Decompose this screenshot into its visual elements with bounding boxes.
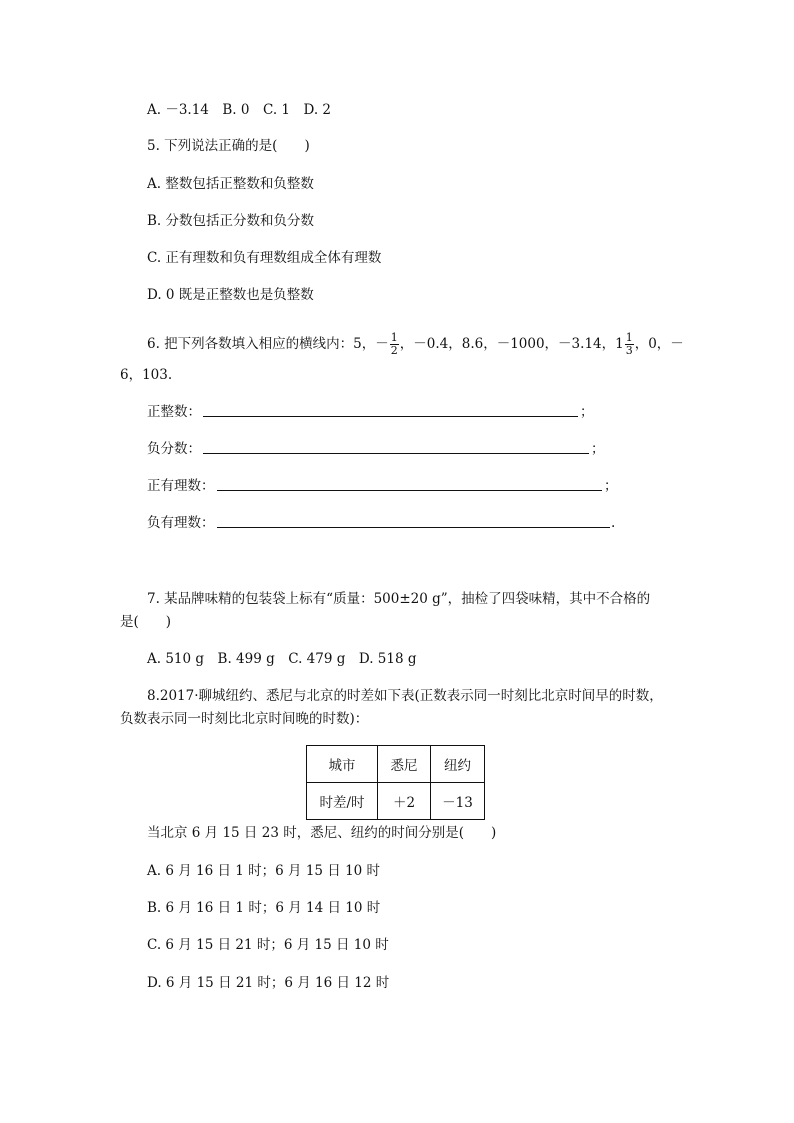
table-cell: 时差/时 — [307, 783, 378, 820]
q4-options: A. －3.14 B. 0 C. 1 D. 2 — [147, 102, 332, 118]
q7-stem-line2: 是( ) — [120, 614, 172, 630]
answer-line-positive-rationals[interactable] — [217, 490, 602, 491]
q8-stem-line2: 负数表示同一时刻比北京时间晚的时数)： — [120, 711, 369, 727]
semicolon-2: ； — [591, 441, 605, 457]
q8-option-a: A. 6 月 16 日 1 时；6 月 15 日 10 时 — [147, 863, 381, 879]
q6-stem-line2: 6，103. — [120, 367, 173, 383]
label-positive-rationals: 正有理数： — [147, 478, 215, 494]
q5-option-b: B. 分数包括正分数和负分数 — [147, 213, 315, 229]
semicolon-1: ； — [580, 404, 594, 420]
frac2-numerator: 1 — [625, 331, 633, 344]
semicolon-3: ； — [604, 478, 618, 494]
label-negative-rationals: 负有理数： — [147, 515, 215, 531]
period-end: . — [611, 515, 616, 531]
frac1-denominator: 2 — [390, 344, 398, 357]
q8-option-c: C. 6 月 15 日 21 时；6 月 15 日 10 时 — [147, 937, 389, 953]
table-header-cell: 悉尼 — [378, 746, 431, 783]
q8-stem-line1: 8.2017·聊城纽约、悉尼与北京的时差如下表(正数表示同一时刻比北京时间早的时数， — [147, 688, 663, 704]
table-header-row — [307, 746, 485, 783]
answer-line-negative-rationals[interactable] — [217, 527, 610, 528]
table-header-cell: 城市 — [307, 746, 378, 783]
table-row — [307, 783, 485, 820]
table-cell: －13 — [431, 783, 485, 820]
table-header-cell: 纽约 — [431, 746, 485, 783]
table-cell: ＋2 — [378, 783, 431, 820]
q6-stem-start: 6. 把下列各数填入相应的横线内：5，－ — [147, 336, 389, 352]
answer-line-positive-integers[interactable] — [203, 416, 578, 417]
label-negative-fractions: 负分数： — [147, 441, 201, 457]
q6-stem-mid: ，－0.4，8.6，－1000，－3.14，1 — [399, 336, 624, 352]
frac1-numerator: 1 — [390, 331, 398, 344]
label-positive-integers: 正整数： — [147, 404, 201, 420]
q7-options: A. 510 g B. 499 g C. 479 g D. 518 g — [147, 651, 417, 667]
q6-stem-end: ，0，－ — [634, 336, 684, 352]
q6-stem — [147, 332, 684, 357]
q5-stem: 5. 下列说法正确的是( ) — [147, 138, 310, 154]
q8-option-d: D. 6 月 15 日 21 时；6 月 16 日 12 时 — [147, 975, 390, 991]
q8-option-b: B. 6 月 16 日 1 时；6 月 14 日 10 时 — [147, 900, 381, 916]
time-difference-table — [306, 745, 485, 820]
frac2-denominator: 3 — [625, 344, 633, 357]
answer-line-negative-fractions[interactable] — [203, 453, 589, 454]
q5-option-c: C. 正有理数和负有理数组成全体有理数 — [147, 250, 382, 266]
fraction-one-half — [390, 332, 399, 357]
q8-question: 当北京 6 月 15 日 23 时，悉尼、纽约的时间分别是( ) — [147, 825, 497, 841]
q5-option-a: A. 整数包括正整数和负整数 — [147, 176, 314, 192]
q7-stem-line1: 7. 某品牌味精的包装袋上标有“质量：500±20 g”，抽检了四袋味精，其中不合格的 — [147, 591, 651, 607]
q5-option-d: D. 0 既是正整数也是负整数 — [147, 287, 314, 303]
fraction-one-third — [625, 332, 634, 357]
